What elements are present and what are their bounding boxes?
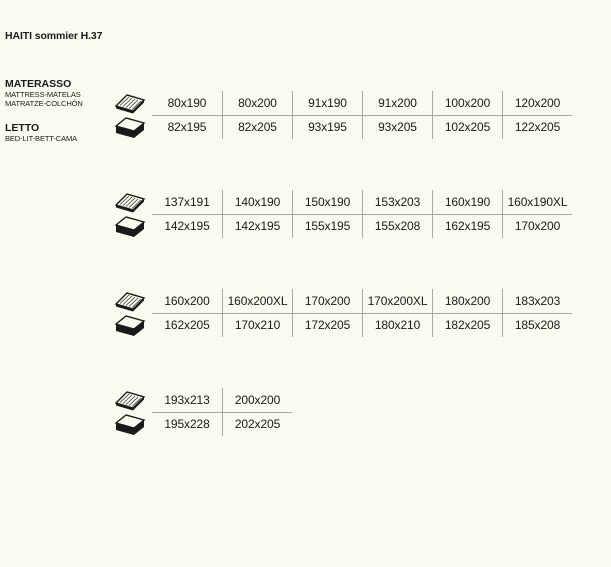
bed-frame-icon	[114, 213, 146, 239]
bed-size-row	[152, 214, 572, 238]
bed-frame-icon	[114, 312, 146, 338]
page-title: HAITI sommier H.37	[5, 30, 103, 42]
row-divider	[152, 115, 572, 116]
mattress-size-cell: 137x191	[164, 195, 210, 209]
mattress-size-cell: 150x190	[292, 190, 362, 214]
mattress-icon	[114, 191, 146, 213]
bed-size-cell: 102x205	[432, 115, 502, 139]
bed-frame-icon	[114, 114, 146, 140]
bed-size-cell: 170x210	[222, 313, 292, 337]
mattress-size-cell: 160x200	[164, 294, 210, 308]
mattress-size-cell: 160x200XL	[222, 289, 292, 313]
legend-bed-heading: LETTO	[5, 122, 40, 134]
mattress-size-cell: 80x200	[222, 91, 292, 115]
mattress-icon	[114, 92, 146, 114]
bed-size-cell: 202x205	[222, 412, 292, 436]
bed-size-cell: 185x208	[502, 313, 572, 337]
mattress-size-row	[152, 388, 292, 412]
bed-size-cell: 182x205	[432, 313, 502, 337]
bed-size-row	[152, 115, 572, 139]
bed-size-cell: 142x195	[164, 219, 210, 233]
bed-size-cell: 155x208	[362, 214, 432, 238]
mattress-size-cell: 80x190	[167, 96, 207, 110]
row-divider	[152, 313, 572, 314]
mattress-icon	[114, 389, 146, 411]
mattress-size-cell: 160x190XL	[502, 190, 572, 214]
bed-size-row	[152, 313, 572, 337]
mattress-icon	[114, 290, 146, 312]
mattress-size-cell: 140x190	[222, 190, 292, 214]
mattress-size-cell: 160x190	[432, 190, 502, 214]
mattress-size-cell: 200x200	[222, 388, 292, 412]
mattress-size-row	[152, 190, 572, 214]
legend-mattress-translation-1: MATTRESS-MATELAS	[5, 90, 81, 99]
bed-frame-icon	[114, 411, 146, 437]
bed-size-cell: 82x195	[167, 120, 207, 134]
bed-size-cell: 155x195	[292, 214, 362, 238]
mattress-size-cell: 180x200	[432, 289, 502, 313]
mattress-size-row	[152, 91, 572, 115]
mattress-size-cell: 100x200	[432, 91, 502, 115]
mattress-size-cell: 91x190	[292, 91, 362, 115]
bed-size-cell: 162x205	[164, 318, 210, 332]
bed-size-cell: 172x205	[292, 313, 362, 337]
row-divider	[152, 412, 292, 413]
legend-mattress-heading: MATERASSO	[5, 78, 72, 90]
mattress-size-cell: 170x200	[292, 289, 362, 313]
bed-size-cell: 122x205	[502, 115, 572, 139]
bed-size-cell: 180x210	[362, 313, 432, 337]
row-divider	[152, 214, 572, 215]
bed-size-row	[152, 412, 292, 436]
mattress-size-cell: 193x213	[164, 393, 210, 407]
legend-mattress-translation-2: MATRATZE-COLCHÓN	[5, 99, 83, 108]
mattress-size-cell: 120x200	[502, 91, 572, 115]
bed-size-cell: 162x195	[432, 214, 502, 238]
bed-size-cell: 93x205	[362, 115, 432, 139]
mattress-size-cell: 170x200XL	[362, 289, 432, 313]
mattress-size-cell: 183x203	[502, 289, 572, 313]
bed-size-cell: 93x195	[292, 115, 362, 139]
bed-size-cell: 142x195	[222, 214, 292, 238]
mattress-size-row	[152, 289, 572, 313]
legend-bed	[5, 123, 77, 143]
mattress-size-cell: 153x203	[362, 190, 432, 214]
bed-size-cell: 82x205	[222, 115, 292, 139]
bed-size-cell: 195x228	[164, 417, 210, 431]
legend-mattress	[5, 79, 83, 108]
legend-bed-translation-1: BED-LIT-BETT-CAMA	[5, 134, 78, 143]
bed-size-cell: 170x200	[502, 214, 572, 238]
mattress-size-cell: 91x200	[362, 91, 432, 115]
